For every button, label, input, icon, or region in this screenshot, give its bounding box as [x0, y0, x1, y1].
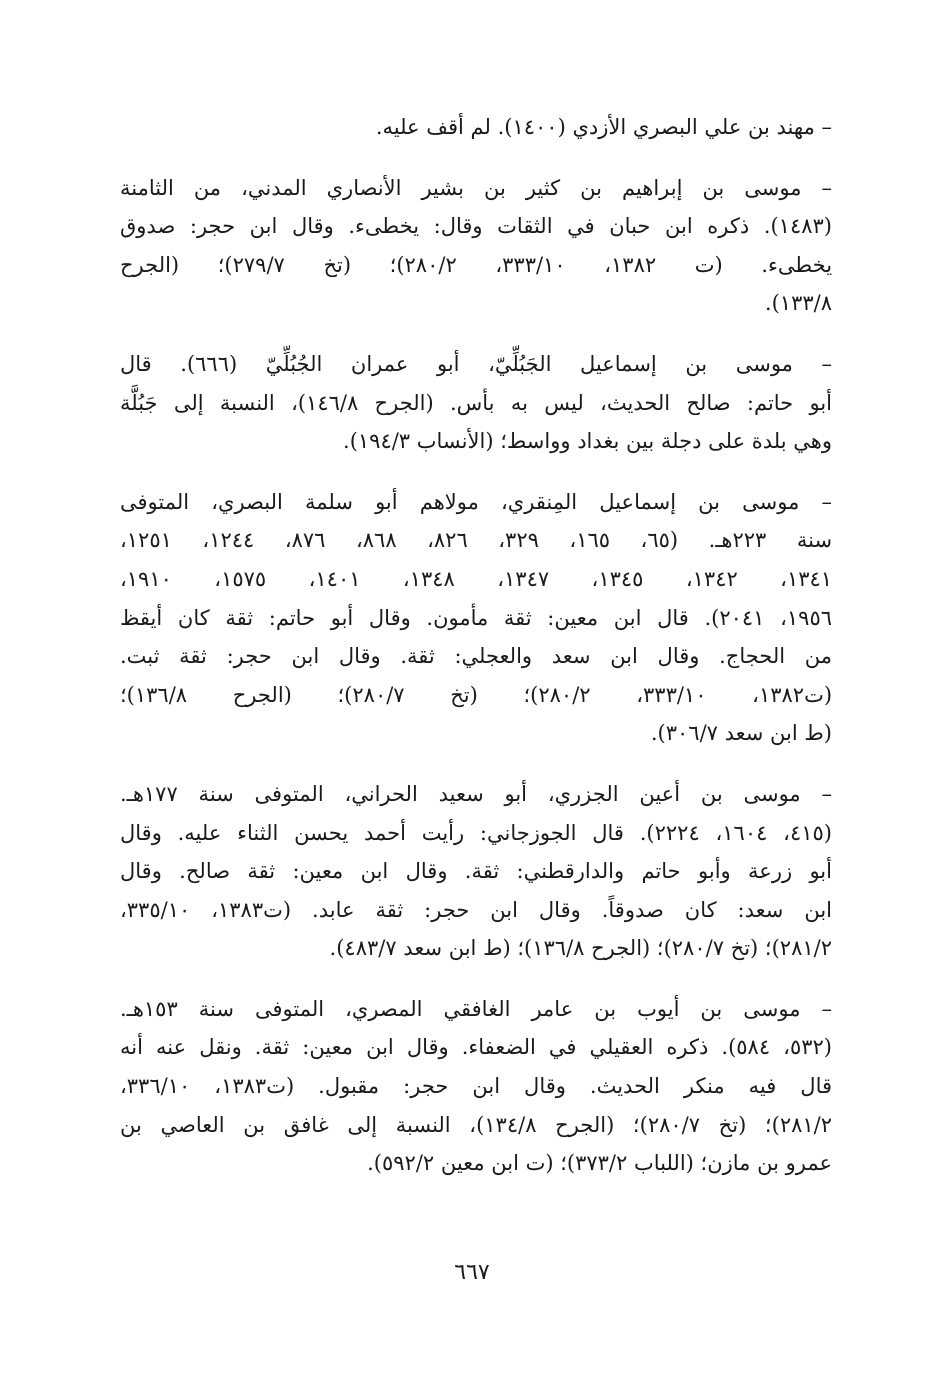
entry-line: – موسى بن أيوب بن عامر الغافقي المصري، المتوفى سنة ١٥٣هـ.: [120, 996, 832, 1021]
entry-line: (ط ابن سعد ٣٠٦/٧).: [650, 721, 832, 746]
entry-line: ١٩٥٦، ٢٠٤١). قال ابن معين: ثقة مأمون. وقال أبو حاتم: ثقة كان أيقظ: [120, 605, 833, 630]
page-number: ٦٦٧: [454, 1260, 490, 1285]
entry-line: – موسى بن إسماعيل المِنقري، مولاهم أبو سلمة البصري، المتوفى: [120, 489, 832, 514]
entry-musa-ayyub: [120, 990, 832, 1183]
entry-line: – موسى بن إبراهيم بن كثير بن بشير الأنصاري المدني، من الثامنة: [120, 175, 832, 200]
entry-line: قال فيه منكر الحديث. وقال ابن حجر: مقبول. (ت١٣٨٣، ٣٣٦/١٠،: [120, 1074, 833, 1099]
page-body: [120, 108, 832, 1205]
entry-line: يخطىء. (ت ١٣٨٢، ٣٣٣/١٠، ٢٨٠/٢)؛ (تخ ٢٧٩/٧)؛ (الجرح: [120, 252, 833, 277]
entry-line: سنة ٢٢٣هـ. (٦٥، ١٦٥، ٣٢٩، ٨٢٦، ٨٦٨، ٨٧٦، ١٢٤٤، ١٢٥١،: [120, 528, 833, 553]
entry-line: – موسى بن إسماعيل الجَبُلِّيّ، أبو عمران الجُبُلِّيّ (٦٦٦). قال: [120, 351, 832, 376]
entry-line: (١٤٨٣). ذكره ابن حبان في الثقات وقال: يخطىء. وقال ابن حجر: صدوق: [120, 214, 832, 239]
entry-musa-ibrahim: [120, 169, 832, 323]
entry-line: أبو حاتم: صالح الحديث، ليس به بأس. (الجرح ١٤٦/٨)، النسبة إلى جَبُلَّة: [120, 390, 832, 415]
entry-line: ابن سعد: كان صدوقاً. وقال ابن حجر: ثقة عابد. (ت١٣٨٣، ٣٣٥/١٠،: [120, 897, 832, 922]
entry-musa-ismail-jabulli: [120, 345, 832, 461]
entry-line: (ت١٣٨٢، ٣٣٣/١٠، ٢٨٠/٢)؛ (تخ ٢٨٠/٧)؛ (الجرح ١٣٦/٨)؛: [120, 682, 833, 707]
entry-line: عمرو بن مازن؛ (اللباب ٣٧٣/٢)؛ (ت ابن معين ٥٩٢/٢).: [367, 1151, 832, 1176]
entry-line: وهي بلدة على دجلة بين بغداد وواسط؛ (الأنساب ١٩٤/٣).: [343, 429, 832, 454]
entry-line: ١٣٣/٨).: [764, 291, 832, 316]
entry-musa-ismail-minqari: [120, 483, 832, 753]
entry-line: – موسى بن أعين الجزري، أبو سعيد الحراني، المتوفى سنة ١٧٧هـ.: [120, 781, 832, 806]
entry-muhannad: [120, 108, 832, 147]
entry-line: أبو زرعة وأبو حاتم والدارقطني: ثقة. وقال ابن معين: ثقة صالح. وقال: [120, 859, 832, 884]
entry-line: ٢٨١/٢)؛ (تخ ٢٨٠/٧)؛ (الجرح ١٣٤/٨)، النسبة إلى غافق بن العاصي بن: [120, 1112, 833, 1137]
entry-line: ١٣٤١، ١٣٤٢، ١٣٤٥، ١٣٤٧، ١٣٤٨، ١٤٠١، ١٥٧٥، ١٩١٠،: [120, 566, 833, 591]
entry-line: – مهند بن علي البصري الأزدي (١٤٠٠). لم أقف عليه.: [375, 115, 832, 139]
entry-line: من الحجاج. وقال ابن سعد والعجلي: ثقة. وقال ابن حجر: ثقة ثبت.: [120, 644, 832, 669]
entry-line: (٥٣٢، ٥٨٤). ذكره العقيلي في الضعفاء. وقال ابن معين: ثقة. ونقل عنه أنه: [120, 1035, 832, 1060]
entry-musa-ayan: [120, 775, 832, 968]
entry-line: ٢٨١/٢)؛ (تخ ٢٨٠/٧)؛ (الجرح ١٣٦/٨)؛ (ط ابن سعد ٤٨٣/٧).: [329, 936, 832, 961]
entry-line: (٤١٥، ١٦٠٤، ٢٢٢٤). قال الجوزجاني: رأيت أحمد يحسن الثناء عليه. وقال: [120, 820, 832, 845]
